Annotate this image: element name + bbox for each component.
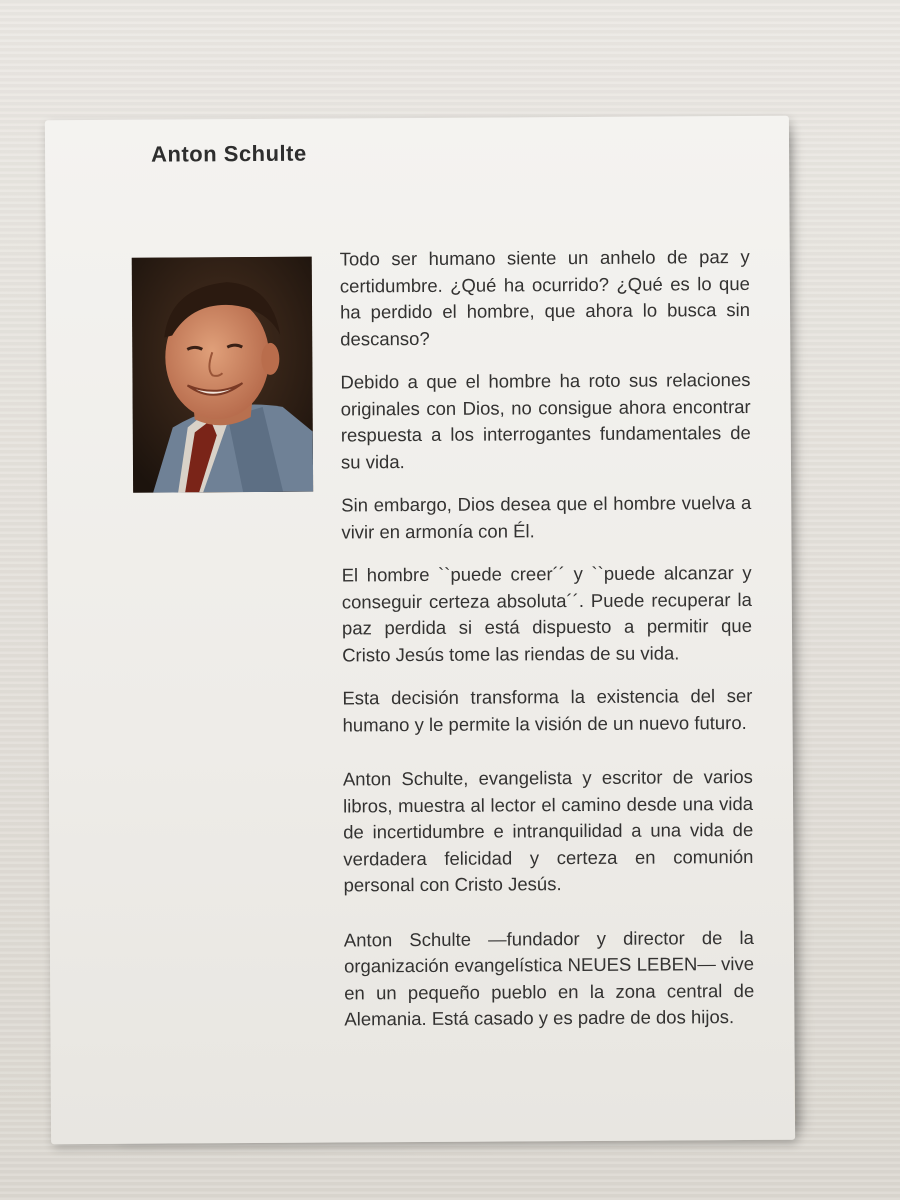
paragraph-believe: El hombre ``puede creer´´ y ``puede alcanzar y conseguir certeza absoluta´´. Puede recuperar la paz perdida si está dispuesto a permitir que Cristo Jesús tome las riendas de su vida.	[341, 561, 753, 665]
paragraph-author-bio: Anton Schulte, evangelista y escritor de varios libros, muestra al lector el camino desde una vida de incertidumbre e intranquilidad a una vida de verdadera felicidad y certeza en comunión personal con Cristo Jesús.	[342, 765, 754, 896]
paragraph-intro: Todo ser humano siente un anhelo de paz y certidumbre. ¿Qué ha ocurrido? ¿Qué es lo que ha perdido el hombre, que ahora lo busca sin descanso?	[339, 245, 751, 349]
author-photo	[132, 257, 313, 493]
paragraph-broken-relations: Debido a que el hombre ha roto sus relaciones originales con Dios, no consigue ahora encontrar respuesta a los interrogantes fundamentales de su vida.	[340, 368, 751, 472]
author-name: Anton Schulte	[151, 140, 307, 167]
paragraph-decision: Esta decisión transforma la existencia del ser humano y le permite la visión de un nuevo futuro.	[342, 684, 753, 735]
book-back-cover	[45, 116, 795, 1145]
paragraph-harmony: Sin embargo, Dios desea que el hombre vuelva a vivir en armonía con Él.	[341, 491, 752, 542]
back-cover-description	[340, 244, 755, 1050]
paragraph-author-founder: Anton Schulte —fundador y director de la organización evangelística NEUES LEBEN— vive en un pequeño pueblo en la zona central de Alemania. Está casado y es padre de dos hijos.	[343, 926, 755, 1030]
